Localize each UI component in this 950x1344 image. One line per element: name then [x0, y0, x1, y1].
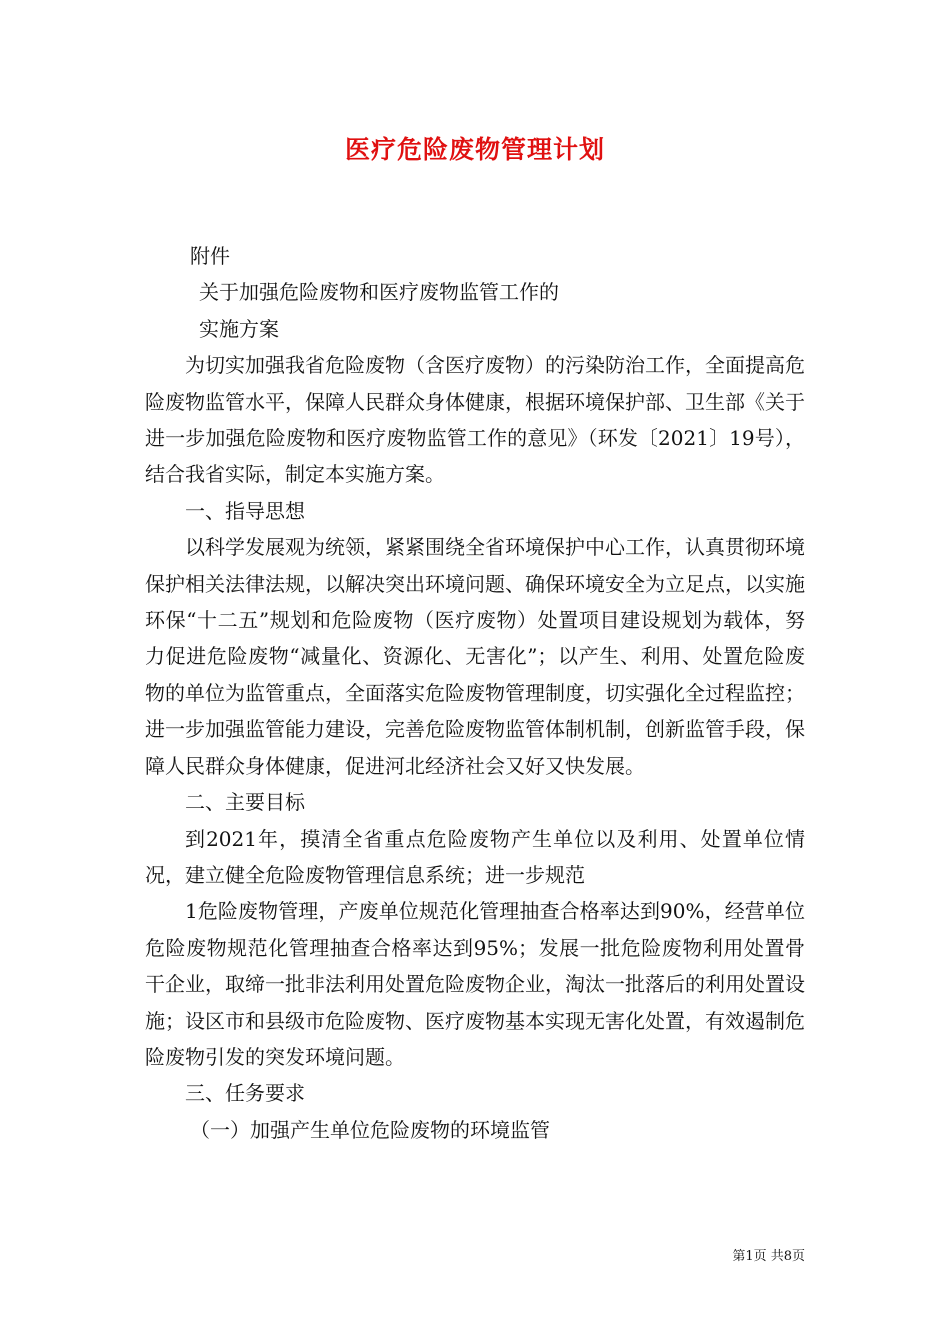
paragraph-guiding-thought: 以科学发展观为统领，紧紧围绕全省环境保护中心工作，认真贯彻环境保护相关法律法规，以解决突出环境问题、确保环境安全为立足点，以实施环保“十二五”规划和危险废物（医疗废物）处置项目建设规划为载体，努力促进危险废物“减量化、资源化、无害化”；以产生、利用、处置危险废物的单位为监管重点，全面落实危险废物管理制度，切实强化全过程监控；进一步加强监管能力建设，完善危险废物监管体制机制，创新监管手段，保障人民群众身体健康，促进河北经济社会又好又快发展。: [145, 535, 805, 778]
subsection-heading-1: （一）加强产生单位危险废物的环境监管: [190, 1117, 550, 1142]
subtitle-line-1: 关于加强危险废物和医疗废物监管工作的: [199, 280, 559, 305]
page-number-footer: 第1页 共8页: [732, 1249, 805, 1264]
paragraph-intro: 为切实加强我省危险废物（含医疗废物）的污染防治工作，全面提高危险废物监管水平，保障人民群众身体健康，根据环境保护部、卫生部《关于进一步加强危险废物和医疗废物监管工作的意见》（环发〔2021〕19号），结合我省实际，制定本实施方案。: [145, 353, 805, 487]
section-heading-2: 二、主要目标: [185, 790, 305, 815]
paragraph-goal-continued: 1危险废物管理，产废单位规范化管理抽查合格率达到90%，经营单位危险废物规范化管理抽查合格率达到95%；发展一批危险废物利用处置骨干企业，取缔一批非法利用处置危险废物企业，淘汰一批落后的利用处置设施；设区市和县级市危险废物、医疗废物基本实现无害化处置，有效遏制危险废物引发的突发环境问题。: [145, 899, 805, 1069]
document-body: [145, 238, 805, 1148]
subtitle-line-2: 实施方案: [199, 316, 279, 341]
page-title: 医疗危险废物管理计划: [344, 135, 605, 164]
attachment-label: 附件: [190, 244, 230, 268]
section-heading-1: 一、指导思想: [185, 498, 305, 523]
section-heading-3: 三、任务要求: [185, 1081, 305, 1106]
paragraph-main-goal: 到2021年，摸清全省重点危险废物产生单位以及利用、处置单位情况，建立健全危险废物管理信息系统；进一步规范: [145, 826, 805, 887]
